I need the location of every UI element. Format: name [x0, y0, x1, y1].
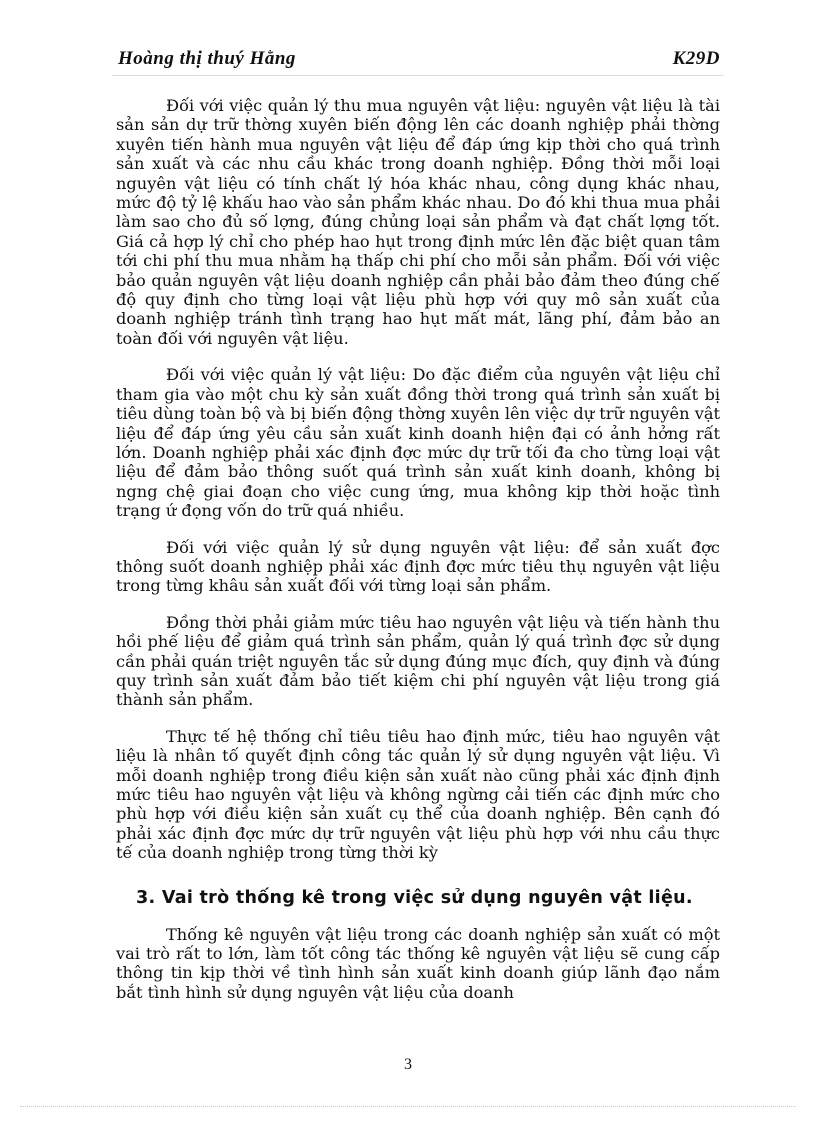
page-number: 3 — [404, 1056, 412, 1073]
header-class-code: K29D — [672, 48, 720, 69]
page-bottom-divider — [20, 1106, 796, 1107]
paragraph-norms: Thực tế hệ thống chỉ tiêu tiêu hao định mức, tiêu hao nguyên vật liệu là nhân tố quyết định công tác quản lý sử dụng nguyên vật liệu. Vì mỗi doanh nghiệp trong điều kiện sản xuất nào cũng phải xác định định mức tiêu hao nguyên vật liệu và không ngừng cải tiến các định mức cho phù hợp với điều kiện sản xuất cụ thể của doanh nghiệp. Bên cạnh đó phải xác định đợc mức dự trữ nguyên vật liệu phù hợp với nhu cầu thực tế của doanh nghiệp trong từng thời kỳ — [116, 726, 720, 863]
header-divider — [112, 75, 724, 76]
paragraph-usage: Đối với việc quản lý sử dụng nguyên vật liệu: để sản xuất đợc thông suốt doanh nghiệp phải xác định đợc mức tiêu thụ nguyên vật liệu trong từng khâu sản xuất đối với từng loại sản phẩm. — [116, 537, 720, 596]
paragraph-purchasing: Đối với việc quản lý thu mua nguyên vật liệu: nguyên vật liệu là tài sản sản dự trữ thờng xuyên biến động lên các doanh nghiệp phải thờng xuyên tiến hành mua nguyên vật liệu để đáp ứng kịp thời cho quá trình sản xuất và các nhu cầu khác trong doanh nghiệp. Đồng thời mỗi loại nguyên vật liệu có tính chất lý hóa khác nhau, công dụng khác nhau, mức độ tỷ lệ khấu hao vào sản phẩm khác nhau. Do đó khi thua mua phải làm sao cho đủ số lợng, đúng chủng loại sản phẩm và đạt chất lợng tốt. Giá cả hợp lý chỉ cho phép hao hụt trong định mức lên đặc biệt quan tâm tới chi phí thu mua nhằm hạ thấp chi phí cho mỗi sản phẩm. Đối với việc bảo quản nguyên vật liệu doanh nghiệp cần phải bảo đảm theo đúng chế độ quy định cho từng loại vật liệu phù hợp với quy mô sản xuất của doanh nghiệp tránh tình trạng hao hụt mất mát, lãng phí, đảm bảo an toàn đối với nguyên vật liệu. — [116, 96, 720, 348]
paragraph-consumption: Đồng thời phải giảm mức tiêu hao nguyên vật liệu và tiến hành thu hồi phế liệu để giảm quá trình sản phẩm, quản lý quá trình đợc sử dụng cần phải quán triệt nguyên tắc sử dụng đúng mục đích, quy định và đúng quy trình sản xuất đảm bảo tiết kiệm chi phí nguyên vật liệu trong giá thành sản phẩm. — [116, 612, 720, 710]
page-header — [118, 48, 720, 74]
paragraph-statistics: Thống kê nguyên vật liệu trong các doanh nghiệp sản xuất có một vai trò rất to lớn, làm tốt công tác thống kê nguyên vật liệu sẽ cung cấp thông tin kịp thời về tình hình sản xuất kinh doanh giúp lãnh đạo nắm bắt tình hình sử dụng nguyên vật liệu của doanh — [116, 924, 720, 1002]
header-author: Hoàng thị thuý Hằng — [118, 48, 296, 69]
body-text — [116, 96, 720, 1002]
section-heading: 3. Vai trò thống kê trong việc sử dụng nguyên vật liệu. — [136, 887, 693, 908]
paragraph-inventory: Đối với việc quản lý vật liệu: Do đặc điểm của nguyên vật liệu chỉ tham gia vào một chu kỳ sản xuất đồng thời trong quá trình sản xuất bị tiêu dùng toàn bộ và bị biến động thờng xuyên lên việc dự trữ nguyên vật liệu để đáp ứng yêu cầu sản xuất kinh doanh hiện đại có ảnh hởng rất lớn. Doanh nghiệp phải xác định đợc mức dự trữ tối đa cho từng loại vật liệu để đảm bảo thông suốt quá trình sản xuất kinh doanh, không bị ngng chệ giai đoạn cho việc cung ứng, mua không kịp thời hoặc tình trạng ứ đọng vốn do trữ quá nhiều. — [116, 365, 720, 521]
